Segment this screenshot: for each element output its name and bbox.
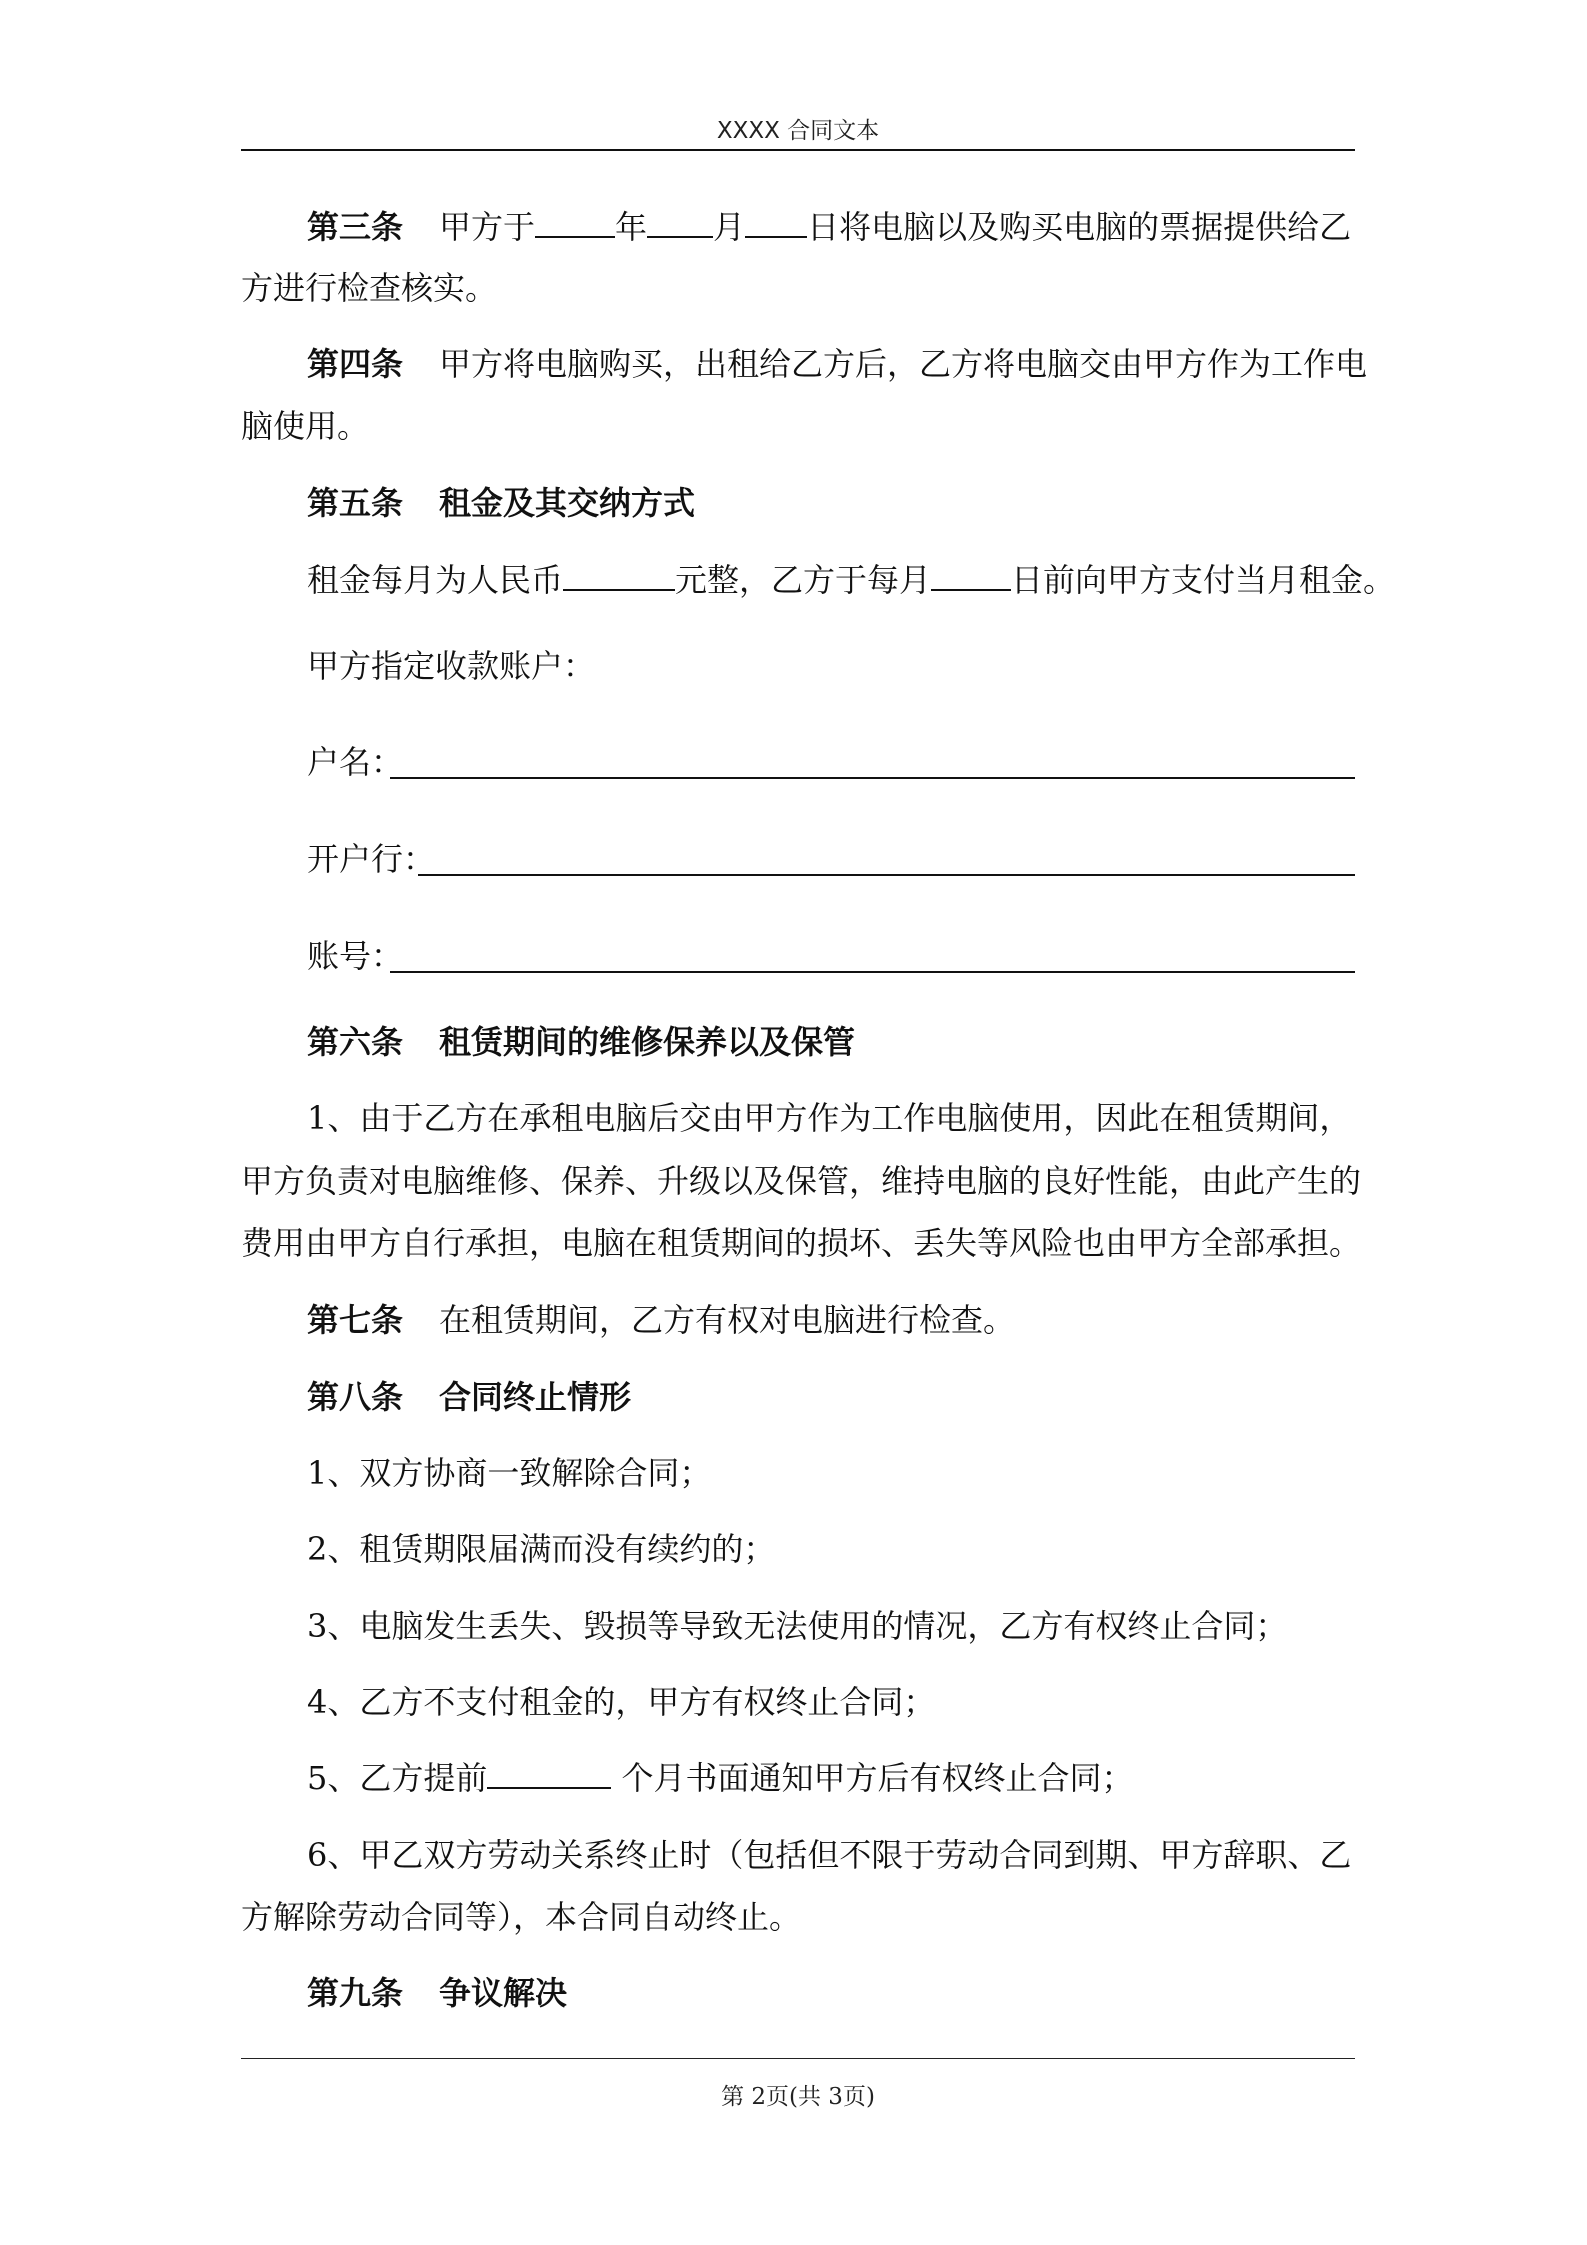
article-4: 第四条 甲方将电脑购买，出租给乙方后，乙方将电脑交由甲方作为工作电 <box>307 345 1368 383</box>
article-5-heading <box>307 483 1357 523</box>
month-blank[interactable] <box>647 208 713 238</box>
article-9-title: 争议解决 <box>439 1974 568 2012</box>
article-8-item-5: 5、乙方提前 个月书面通知甲方后有权终止合同； <box>307 1759 1134 1797</box>
notice-months-blank[interactable] <box>487 1759 611 1789</box>
rent-amount-blank[interactable] <box>563 561 675 591</box>
article-8-item-2: 2、租赁期限届满而没有续约的； <box>307 1530 776 1568</box>
rent-line: 租金每月为人民币 元整，乙方于每月 日前向甲方支付当月租金。 <box>307 561 1396 599</box>
article-3-label: 第三条 <box>307 208 404 246</box>
bank-field[interactable] <box>418 874 1355 876</box>
article-4-cont: 脑使用。 <box>241 407 370 445</box>
article-8-label: 第八条 <box>307 1378 404 1416</box>
article-8-item-1: 1、双方协商一致解除合同； <box>307 1454 712 1492</box>
article-8-item-6-cont: 方解除劳动合同等），本合同自动终止。 <box>241 1898 802 1936</box>
article-8-title: 合同终止情形 <box>439 1378 632 1416</box>
article-6-p1: 1、由于乙方在承租电脑后交由甲方作为工作电脑使用，因此在租赁期间， <box>307 1099 1352 1137</box>
page-header: XXXX 合同文本 <box>716 118 880 144</box>
article-6-label: 第六条 <box>307 1023 404 1061</box>
account-no-field[interactable] <box>390 971 1355 973</box>
account-name-field[interactable] <box>390 777 1355 779</box>
article-3: 第三条 甲方于 年 月 日将电脑以及购买电脑的票据提供给乙 <box>307 208 1352 246</box>
account-intro: 甲方指定收款账户： <box>307 647 596 685</box>
article-8-item-3: 3、电脑发生丢失、毁损等导致无法使用的情况，乙方有权终止合同； <box>307 1607 1288 1645</box>
day-blank[interactable] <box>745 208 807 238</box>
article-7-label: 第七条 <box>307 1301 404 1339</box>
article-9-label: 第九条 <box>307 1974 404 2012</box>
year-blank[interactable] <box>535 208 615 238</box>
article-8-heading <box>307 1377 1357 1417</box>
header-rule <box>241 149 1355 151</box>
article-9-heading <box>307 1973 1357 2013</box>
article-6-p1c: 费用由甲方自行承担，电脑在租赁期间的损坏、丢失等风险也由甲方全部承担。 <box>241 1224 1362 1262</box>
footer-rule <box>241 2058 1355 2059</box>
article-5-label: 第五条 <box>307 484 404 522</box>
account-name-label: 户名： <box>307 743 404 781</box>
article-8-item-6: 6、甲乙双方劳动关系终止时（包括但不限于劳动合同到期、甲方辞职、乙 <box>307 1836 1352 1874</box>
account-no-label: 账号： <box>307 937 404 975</box>
article-4-label: 第四条 <box>307 345 404 383</box>
page-number: 第 2页(共 3页) <box>721 2084 875 2110</box>
article-5-title: 租金及其交纳方式 <box>439 484 696 522</box>
article-8-item-4: 4、乙方不支付租金的，甲方有权终止合同； <box>307 1683 936 1721</box>
payment-day-blank[interactable] <box>931 561 1011 591</box>
article-3-cont: 方进行检查核实。 <box>241 269 498 307</box>
article-6-p1b: 甲方负责对电脑维修、保养、升级以及保管，维持电脑的良好性能，由此产生的 <box>241 1162 1362 1200</box>
article-7: 第七条 在租赁期间，乙方有权对电脑进行检查。 <box>307 1301 1016 1339</box>
article-6-title: 租赁期间的维修保养以及保管 <box>439 1023 856 1061</box>
article-6-heading <box>307 1022 1357 1062</box>
bank-label: 开户行： <box>307 840 436 878</box>
